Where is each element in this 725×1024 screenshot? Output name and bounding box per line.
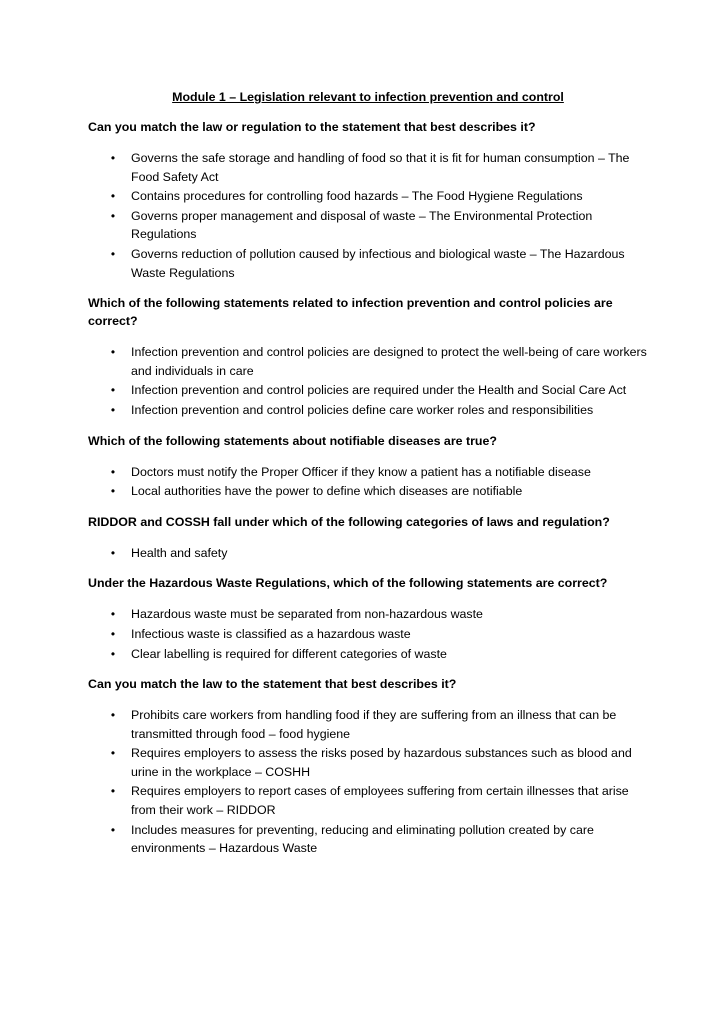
question-section-6 — [88, 675, 648, 858]
list-item — [88, 245, 648, 282]
bullet-icon: • — [110, 646, 116, 661]
answer-text: Doctors must notify the Proper Officer if they know a patient has a notifiable disease — [131, 464, 591, 479]
bullet-icon: • — [110, 484, 116, 499]
answer-text: Clear labelling is required for different categories of waste — [131, 646, 447, 661]
list-item — [88, 605, 648, 624]
answer-text: Contains procedures for controlling food hazards – The Food Hygiene Regulations — [131, 189, 583, 204]
bullet-icon: • — [110, 464, 116, 479]
answer-text: Infectious waste is classified as a hazardous waste — [131, 626, 411, 641]
answer-text: Prohibits care workers from handling food if they are suffering from an illness that can be transmitted through food – food hygiene — [131, 708, 617, 741]
answer-list-6 — [88, 706, 648, 858]
bullet-icon: • — [110, 822, 116, 837]
question-5: Under the Hazardous Waste Regulations, which of the following statements are correct? — [88, 576, 608, 591]
question-section-2 — [88, 294, 648, 419]
answer-text: Health and safety — [131, 545, 228, 560]
answer-text: Infection prevention and control policies are designed to protect the well-being of care workers and individuals in care — [131, 345, 647, 378]
bullet-icon: • — [110, 402, 116, 417]
list-item — [88, 782, 648, 819]
document-title: Module 1 – Legislation relevant to infection prevention and control — [172, 90, 564, 104]
answer-list-3 — [88, 463, 648, 501]
answer-text: Governs proper management and disposal of waste – The Environmental Protection Regulations — [131, 208, 593, 242]
list-item — [88, 821, 648, 858]
answer-text: Infection prevention and control policies define care worker roles and responsibilities — [131, 402, 594, 417]
question-3: Which of the following statements about notifiable diseases are true? — [88, 433, 497, 448]
list-item — [88, 645, 648, 664]
list-item — [88, 187, 648, 206]
answer-list-2 — [88, 343, 648, 419]
bullet-icon: • — [110, 151, 116, 165]
answer-text: Hazardous waste must be separated from non-hazardous waste — [131, 607, 483, 622]
list-item — [88, 207, 648, 244]
bullet-icon: • — [110, 246, 116, 261]
list-item — [88, 463, 648, 482]
answer-text: Requires employers to report cases of employees suffering from certain illnesses that arise from their work – RIDDOR — [131, 784, 629, 818]
list-item — [88, 401, 648, 420]
question-2: Which of the following statements related to infection prevention and control policies are correct? — [88, 296, 613, 329]
list-item — [88, 706, 648, 743]
answer-text: Local authorities have the power to define which diseases are notifiable — [131, 484, 523, 499]
answer-text: Infection prevention and control policies are required under the Health and Social Care Act — [131, 383, 627, 398]
answer-text: Governs reduction of pollution caused by infectious and biological waste – The Hazardous Waste Regulations — [131, 246, 625, 280]
answer-list-1 — [88, 149, 648, 282]
answer-text: Includes measures for preventing, reducing and eliminating pollution created by care environments – Hazardous Waste — [131, 822, 594, 856]
list-item — [88, 149, 648, 186]
question-section-4 — [88, 513, 648, 563]
bullet-icon: • — [110, 345, 116, 360]
question-1: Can you match the law or regulation to the statement that best describes it? — [88, 120, 536, 134]
bullet-icon: • — [110, 208, 116, 223]
question-6: Can you match the law to the statement that best describes it? — [88, 677, 457, 692]
bullet-icon: • — [110, 784, 116, 799]
question-section-5 — [88, 574, 648, 663]
answer-text: Requires employers to assess the risks posed by hazardous substances such as blood and urine in the workplace – COSHH — [131, 746, 632, 779]
list-item — [88, 544, 648, 563]
bullet-icon: • — [110, 607, 116, 622]
bullet-icon: • — [110, 708, 116, 723]
bullet-icon: • — [110, 626, 116, 641]
bullet-icon: • — [110, 383, 116, 398]
bullet-icon: • — [110, 545, 116, 560]
answer-list-5 — [88, 605, 648, 663]
list-item — [88, 625, 648, 644]
bullet-icon: • — [110, 746, 116, 761]
answer-list-4 — [88, 544, 648, 563]
list-item — [88, 744, 648, 781]
list-item — [88, 482, 648, 501]
question-section-1 — [88, 118, 648, 282]
list-item — [88, 343, 648, 380]
bullet-icon: • — [110, 189, 116, 204]
list-item — [88, 381, 648, 400]
question-4: RIDDOR and COSSH fall under which of the following categories of laws and regulation? — [88, 514, 610, 529]
question-section-3 — [88, 432, 648, 501]
answer-text: Governs the safe storage and handling of food so that it is fit for human consumption – The Food Safety Act — [131, 151, 630, 184]
document-page — [88, 88, 648, 870]
